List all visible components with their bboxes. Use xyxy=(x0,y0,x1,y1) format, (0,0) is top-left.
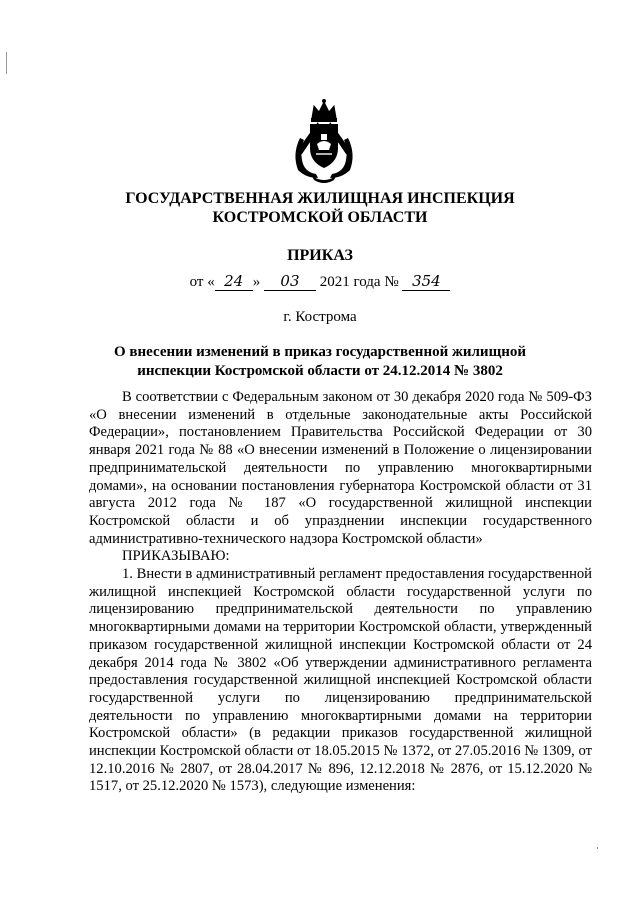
year-text: 2021 года № xyxy=(319,274,399,290)
order-date-number-line xyxy=(0,272,640,291)
order-word: ПРИКАЗЫВАЮ: xyxy=(122,548,230,565)
scan-speck xyxy=(597,847,598,849)
org-name-line1: ГОСУДАРСТВЕННАЯ ЖИЛИЩНАЯ ИНСПЕКЦИЯ xyxy=(125,190,515,207)
date-mid: » xyxy=(252,274,261,290)
order-subject xyxy=(0,343,640,381)
scan-edge-mark xyxy=(6,52,7,74)
organization-header xyxy=(0,189,640,227)
subject-line1: О внесении изменений в приказ государственной жилищной xyxy=(113,344,527,360)
date-prefix: от « xyxy=(189,274,215,290)
city-line: г. Кострома xyxy=(283,309,357,325)
handwritten-day: 24 xyxy=(215,272,253,291)
handwritten-order-number: 354 xyxy=(402,272,450,291)
item-1-paragraph: 1. Внести в административный регламент предоставления государственной жилищной инспекцией Костромской области государственной услуги по лицензированию предпринимательской деятельности по управлению многоквартирными домами на территории Костромской области, утвержденный приказом государственной жилищной инспекции Костромской области от 24 декабря 2014 года № 3802 «Об утверждении административного регламента предоставления государственной жилищной инспекцией Костромской области государственной услуги по лицензированию предпринимательской деятельности по управлению многоквартирными домами на территории Костромской области» (в редакции приказов государственной жилищной инспекции Костромской области от 18.05.2015 № 1372, от 27.05.2016 № 1309, от 12.10.2016 № 2807, от 28.04.2017 № 896, 12.12.2018 № 2876, от 15.12.2020 № 1517, от 25.12.2020 № 1573), следующие изменения: xyxy=(89,566,592,795)
subject-line2: инспекции Костромской области от 24.12.2014 № 3802 xyxy=(137,363,503,379)
kostroma-coat-of-arms-emblem xyxy=(288,98,360,184)
org-name-line2: КОСТРОМСКОЙ ОБЛАСТИ xyxy=(212,209,428,226)
document-type-title: ПРИКАЗ xyxy=(287,247,353,264)
handwritten-month: 03 xyxy=(264,272,316,291)
order-body xyxy=(89,389,592,796)
preamble-paragraph: В соответствии с Федеральным законом от 30 декабря 2020 года № 509-ФЗ «О внесении изменений в отдельные законодательные акты Российской Федерации», постановлением Правительства Российской Федерации от 30 января 2021 года № 88 «О внесении изменений в Положение о лицензировании предпринимательской деятельности по управлению многоквартирными домами», на основании постановления губернатора Костромской области от 31 августа 2012 года № 187 «О государственной жилищной инспекции Костромской области и об упразднении инспекции государственного административно-технического надзора Костромской области» xyxy=(89,389,592,547)
